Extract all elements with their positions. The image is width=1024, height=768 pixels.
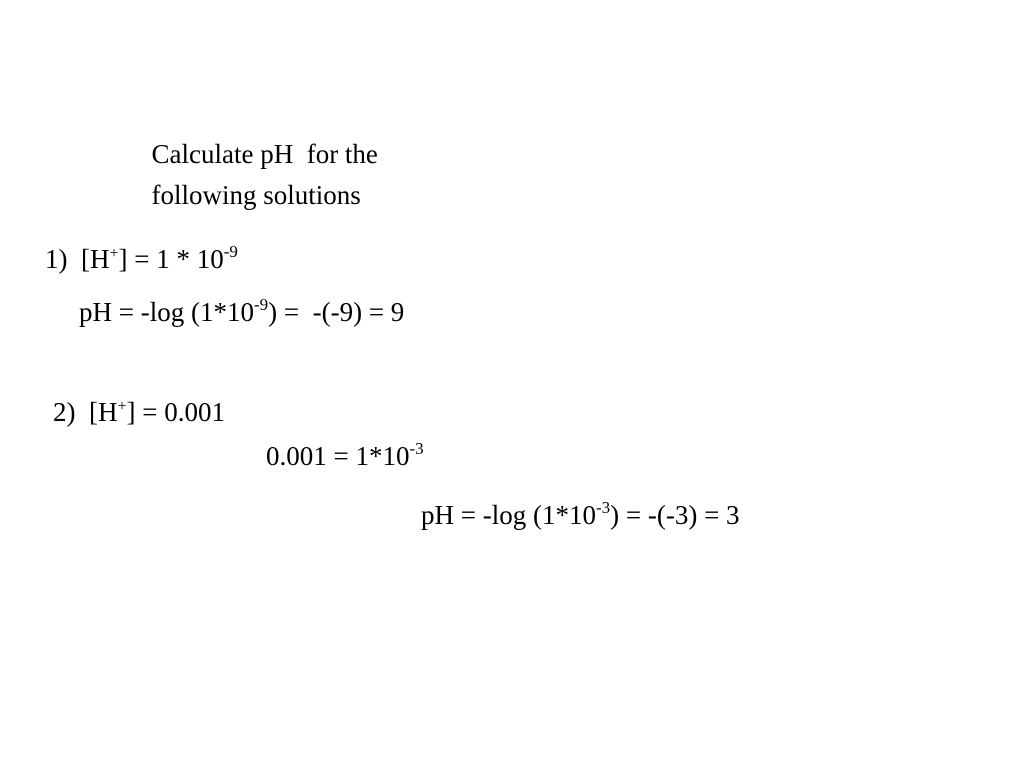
problem-2-statement xyxy=(53,396,225,428)
problem-2-solution-exponent: -3 xyxy=(595,498,611,517)
problem-2-h-charge: + xyxy=(117,398,127,415)
problem-2-solution-prefix: pH = -log (1*10 xyxy=(421,500,596,530)
problem-1-exponent: -9 xyxy=(223,242,238,261)
problem-1-solution-exponent: -9 xyxy=(253,295,269,314)
problem-2-solution-suffix: ) = -(-3) = 3 xyxy=(610,500,740,530)
problem-1-solution xyxy=(79,296,404,328)
slide-title-line-2 xyxy=(138,134,361,216)
problem-2-conversion xyxy=(266,440,424,472)
problem-1-solution-prefix: pH = -log (1*10 xyxy=(79,297,254,327)
problem-2-solution xyxy=(421,499,740,531)
title-text-2: following solutions xyxy=(151,180,361,210)
title-text-1: Calculate pH for the xyxy=(151,139,378,169)
problem-1-statement xyxy=(45,243,238,275)
problem-2-prefix: 2) [H xyxy=(53,397,118,427)
problem-2-conversion-exponent: -3 xyxy=(409,439,424,458)
problem-1-prefix: 1) [H xyxy=(45,244,110,274)
problem-1-mid: ] = 1 * 10 xyxy=(118,244,224,274)
problem-1-solution-suffix: ) = -(-9) = 9 xyxy=(268,297,405,327)
problem-2-mid: ] = 0.001 xyxy=(126,397,225,427)
problem-1-h-charge: + xyxy=(109,245,119,262)
problem-2-conversion-prefix: 0.001 = 1*10 xyxy=(266,441,410,471)
